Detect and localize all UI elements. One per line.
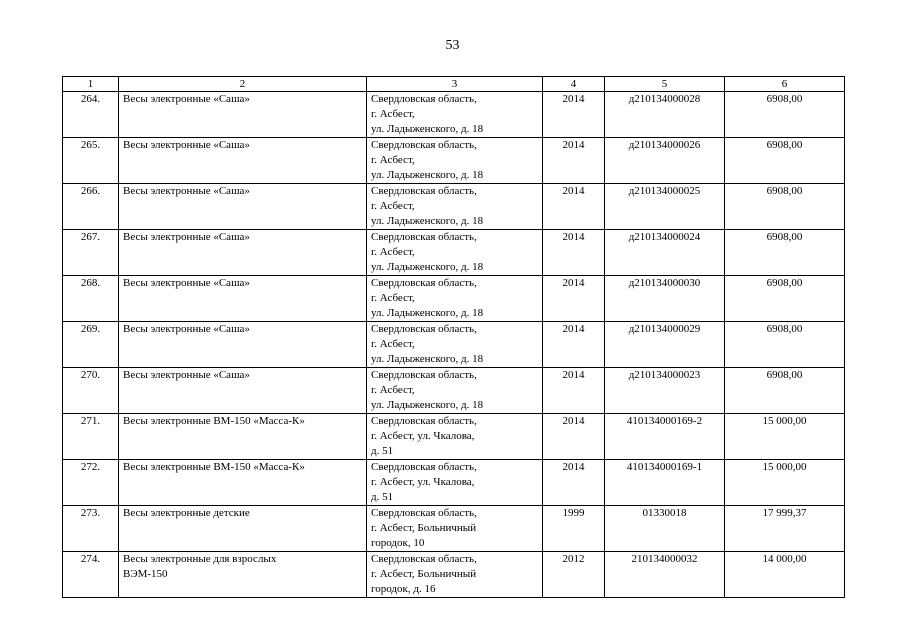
item-name-line: Весы электронные ВМ-150 «Масса-К»: [123, 415, 305, 427]
table-row: [63, 368, 845, 414]
inventory-table: [62, 76, 845, 598]
item-name: [119, 138, 367, 184]
row-number: 273.: [63, 506, 119, 552]
column-header: 2: [119, 77, 367, 92]
column-header: 4: [543, 77, 605, 92]
item-name-line: Весы электронные для взрослых: [123, 553, 277, 565]
item-name-line: Весы электронные «Саша»: [123, 139, 250, 151]
row-number: 269.: [63, 322, 119, 368]
item-cost: 17 999,37: [725, 506, 845, 552]
item-address: [367, 460, 543, 506]
item-year: 2014: [543, 414, 605, 460]
column-header: 6: [725, 77, 845, 92]
item-address-line: Свердловская область,: [371, 323, 477, 335]
item-address-line: ул. Ладыженского, д. 18: [371, 307, 484, 319]
item-year: 2014: [543, 230, 605, 276]
item-address: [367, 276, 543, 322]
item-name: [119, 184, 367, 230]
item-cost: 6908,00: [725, 368, 845, 414]
item-name-line: Весы электронные «Саша»: [123, 323, 250, 335]
column-header: 3: [367, 77, 543, 92]
item-name-line: ВЭМ-150: [123, 568, 168, 580]
header-row: [63, 77, 845, 92]
item-address: [367, 552, 543, 598]
table-row: [63, 138, 845, 184]
item-cost: 6908,00: [725, 322, 845, 368]
inventory-number: д210134000024: [605, 230, 725, 276]
item-cost: 6908,00: [725, 138, 845, 184]
table-row: [63, 322, 845, 368]
item-name-line: Весы электронные «Саша»: [123, 185, 250, 197]
item-year: 1999: [543, 506, 605, 552]
item-address: [367, 414, 543, 460]
item-address-line: ул. Ладыженского, д. 18: [371, 399, 484, 411]
row-number: 264.: [63, 92, 119, 138]
item-year: 2012: [543, 552, 605, 598]
item-name: [119, 92, 367, 138]
item-address-line: г. Асбест,: [371, 154, 415, 166]
item-address: [367, 138, 543, 184]
item-address-line: Свердловская область,: [371, 369, 477, 381]
item-year: 2014: [543, 460, 605, 506]
item-cost: 15 000,00: [725, 414, 845, 460]
item-cost: 6908,00: [725, 276, 845, 322]
item-name-line: Весы электронные «Саша»: [123, 231, 250, 243]
table-row: [63, 230, 845, 276]
item-address-line: Свердловская область,: [371, 277, 477, 289]
item-address-line: г. Асбест,: [371, 338, 415, 350]
inventory-number: д210134000028: [605, 92, 725, 138]
item-name: [119, 414, 367, 460]
item-address: [367, 506, 543, 552]
inventory-number: д210134000026: [605, 138, 725, 184]
item-cost: 14 000,00: [725, 552, 845, 598]
item-address-line: Свердловская область,: [371, 553, 477, 565]
item-address-line: д. 51: [371, 491, 394, 503]
item-address-line: Свердловская область,: [371, 139, 477, 151]
row-number: 267.: [63, 230, 119, 276]
row-number: 271.: [63, 414, 119, 460]
item-address-line: ул. Ладыженского, д. 18: [371, 215, 484, 227]
item-year: 2014: [543, 368, 605, 414]
item-name-line: Весы электронные «Саша»: [123, 93, 250, 105]
row-number: 268.: [63, 276, 119, 322]
inventory-number: д210134000023: [605, 368, 725, 414]
table-row: [63, 460, 845, 506]
item-address-line: г. Асбест, Больничный: [371, 568, 477, 580]
item-address-line: г. Асбест, ул. Чкалова,: [371, 430, 475, 442]
page-number: 53: [445, 38, 460, 53]
item-cost: 6908,00: [725, 92, 845, 138]
row-number: 272.: [63, 460, 119, 506]
item-name: [119, 276, 367, 322]
inventory-number: 210134000032: [605, 552, 725, 598]
item-name: [119, 322, 367, 368]
item-year: 2014: [543, 138, 605, 184]
item-name: [119, 460, 367, 506]
item-address: [367, 184, 543, 230]
item-address-line: Свердловская область,: [371, 415, 477, 427]
item-address-line: д. 51: [371, 445, 394, 457]
item-address: [367, 230, 543, 276]
inventory-number: д210134000025: [605, 184, 725, 230]
item-address: [367, 322, 543, 368]
table-body: [63, 92, 845, 598]
item-address-line: г. Асбест, ул. Чкалова,: [371, 476, 475, 488]
item-cost: 6908,00: [725, 184, 845, 230]
item-address-line: г. Асбест,: [371, 384, 415, 396]
item-address-line: г. Асбест,: [371, 292, 415, 304]
item-address: [367, 92, 543, 138]
item-name: [119, 552, 367, 598]
item-address-line: Свердловская область,: [371, 507, 477, 519]
item-address-line: ул. Ладыженского, д. 18: [371, 353, 484, 365]
item-year: 2014: [543, 184, 605, 230]
item-address-line: ул. Ладыженского, д. 18: [371, 169, 484, 181]
item-address-line: ул. Ладыженского, д. 18: [371, 123, 484, 135]
item-address-line: г. Асбест, Больничный: [371, 522, 477, 534]
item-address-line: городок, д. 16: [371, 583, 436, 595]
item-address: [367, 368, 543, 414]
row-number: 274.: [63, 552, 119, 598]
table-row: [63, 276, 845, 322]
item-address-line: городок, 10: [371, 537, 425, 549]
row-number: 265.: [63, 138, 119, 184]
table-row: [63, 506, 845, 552]
column-header: 1: [63, 77, 119, 92]
inventory-number: 410134000169-1: [605, 460, 725, 506]
item-name-line: Весы электронные ВМ-150 «Масса-К»: [123, 461, 305, 473]
item-name-line: Весы электронные детские: [123, 507, 250, 519]
item-name: [119, 230, 367, 276]
item-address-line: Свердловская область,: [371, 93, 477, 105]
item-name: [119, 368, 367, 414]
inventory-number: д210134000029: [605, 322, 725, 368]
item-cost: 6908,00: [725, 230, 845, 276]
table-row: [63, 184, 845, 230]
item-year: 2014: [543, 322, 605, 368]
inventory-number: 410134000169-2: [605, 414, 725, 460]
row-number: 266.: [63, 184, 119, 230]
table-row: [63, 92, 845, 138]
item-name: [119, 506, 367, 552]
row-number: 270.: [63, 368, 119, 414]
item-cost: 15 000,00: [725, 460, 845, 506]
table-row: [63, 414, 845, 460]
inventory-number: 01330018: [605, 506, 725, 552]
item-address-line: Свердловская область,: [371, 231, 477, 243]
item-address-line: г. Асбест,: [371, 200, 415, 212]
item-year: 2014: [543, 92, 605, 138]
column-header: 5: [605, 77, 725, 92]
item-address-line: г. Асбест,: [371, 108, 415, 120]
inventory-number: д210134000030: [605, 276, 725, 322]
item-year: 2014: [543, 276, 605, 322]
item-address-line: Свердловская область,: [371, 185, 477, 197]
table-row: [63, 552, 845, 598]
item-address-line: Свердловская область,: [371, 461, 477, 473]
item-name-line: Весы электронные «Саша»: [123, 369, 250, 381]
item-address-line: ул. Ладыженского, д. 18: [371, 261, 484, 273]
item-address-line: г. Асбест,: [371, 246, 415, 258]
item-name-line: Весы электронные «Саша»: [123, 277, 250, 289]
